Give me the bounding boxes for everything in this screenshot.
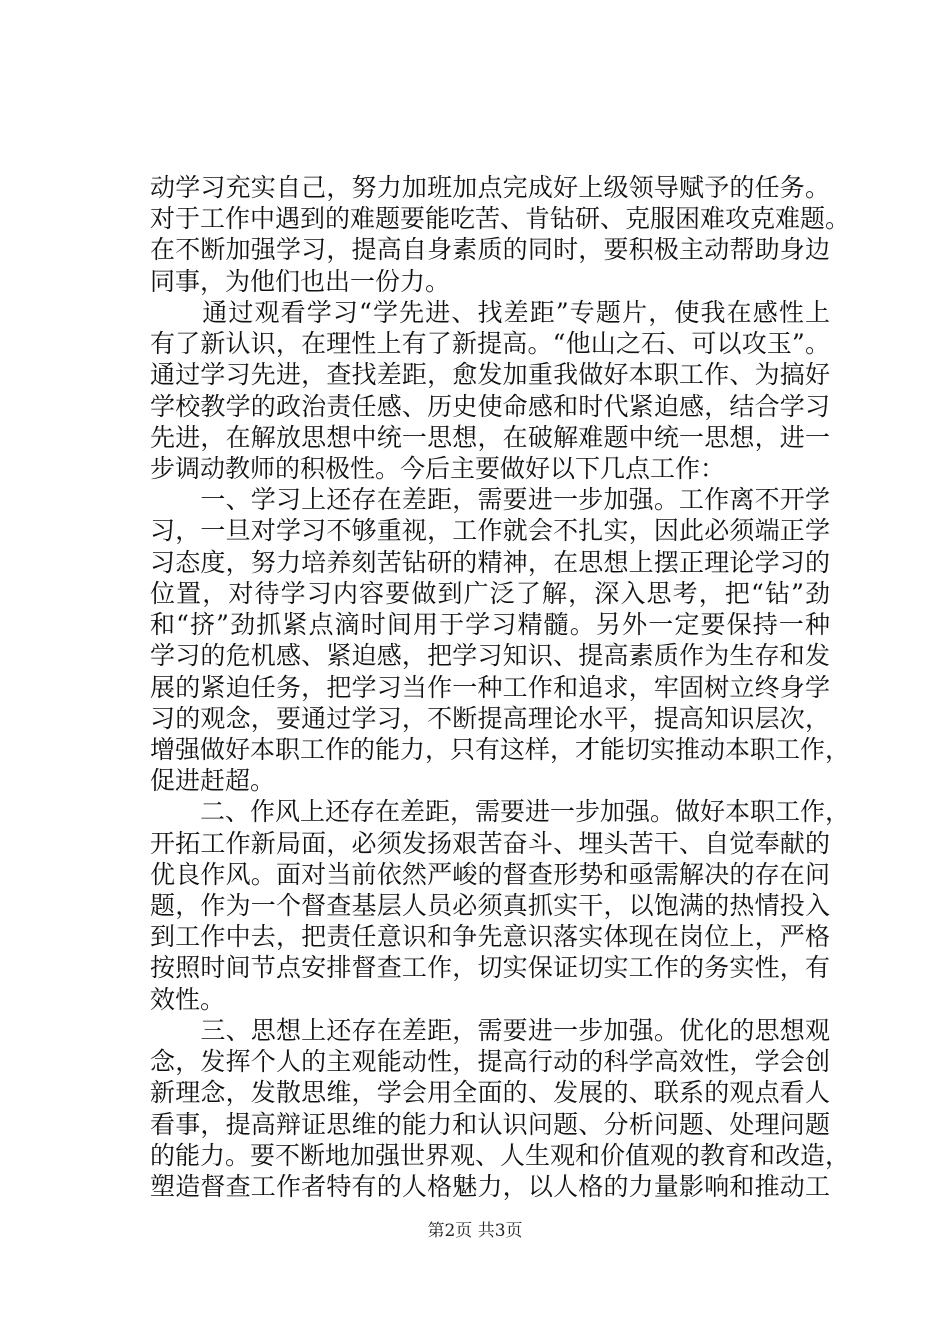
body-text-line: 效性。 [150,985,226,1014]
body-text-line: 通过观看学习“学先进、找差距”专题片，使我在感性上 [150,298,830,327]
body-text-line: 优良作风。面对当前依然严峻的督查形势和亟需解决的存在问 [150,860,830,889]
body-text-line: 学习的危机感、紧迫感，把学习知识、提高素质作为生存和发 [150,641,830,670]
body-text-line: 通过学习先进，查找差距，愈发加重我做好本职工作、为搞好 [150,360,830,389]
body-text-line: 二、作风上还存在差距，需要进一步加强。做好本职工作， [150,797,851,826]
body-text-line: 按照时间节点安排督查工作，切实保证切实工作的务实性，有 [150,953,830,982]
body-text-line: 和“挤”劲抓紧点滴时间用于学习精髓。另外一定要保持一种 [150,610,830,639]
body-text-line: 习，一旦对学习不够重视，工作就会不扎实，因此必须端正学 [150,516,830,545]
body-text-line: 步调动教师的积极性。今后主要做好以下几点工作： [150,454,726,483]
body-text-line: 三、思想上还存在差距，需要进一步加强。优化的思想观 [150,1016,830,1045]
body-text-line: 一、学习上还存在差距，需要进一步加强。工作离不开学 [150,485,830,514]
body-text-line: 看事，提高辩证思维的能力和认识问题、分析问题、处理问题 [150,1110,830,1139]
body-text-line: 展的紧迫任务，把学习当作一种工作和追求，牢固树立终身学 [150,673,830,702]
body-text-line: 促进赶超。 [150,766,276,795]
body-text-line: 同事，为他们也出一份力。 [150,267,451,296]
body-text-line: 塑造督查工作者特有的人格魅力，以人格的力量影响和推动工 [150,1172,830,1201]
page-number-footer: 第2页 共3页 [427,1221,523,1241]
body-text-line: 习态度，努力培养刻苦钻研的精神，在思想上摆正理论学习的 [150,548,830,577]
body-text-line: 在不断加强学习，提高自身素质的同时，要积极主动帮助身边 [150,235,830,264]
body-text-line: 习的观念，要通过学习，不断提高理论水平，提高知识层次， [150,704,830,733]
body-text-line: 学校教学的政治责任感、历史使命感和时代紧迫感，结合学习 [150,392,830,421]
body-text-line: 开拓工作新局面，必须发扬艰苦奋斗、埋头苦干、自觉奉献的 [150,829,830,858]
body-text-line: 念，发挥个人的主观能动性，提高行动的科学高效性，学会创 [150,1047,830,1076]
body-text-line: 位置，对待学习内容要做到广泛了解，深入思考，把“钻”劲 [150,579,830,608]
body-text-line: 先进，在解放思想中统一思想，在破解难题中统一思想，进一 [150,423,830,452]
body-text-line: 的能力。要不断地加强世界观、人生观和价值观的教育和改造， [150,1141,851,1170]
body-text-line: 增强做好本职工作的能力，只有这样，才能切实推动本职工作， [150,735,851,764]
body-text-line: 动学习充实自己，努力加班加点完成好上级领导赋予的任务。 [150,173,830,202]
body-text-line: 对于工作中遇到的难题要能吃苦、肯钻研、克服困难攻克难题。 [150,204,851,233]
body-text-line: 到工作中去，把责任意识和争先意识落实体现在岗位上，严格 [150,922,830,951]
body-text-line: 题，作为一个督查基层人员必须真抓实干，以饱满的热情投入 [150,891,830,920]
body-text-line: 新理念，发散思维，学会用全面的、发展的、联系的观点看人 [150,1078,830,1107]
body-text-line: 有了新认识，在理性上有了新提高。“他山之石、可以攻玉”。 [150,329,830,358]
